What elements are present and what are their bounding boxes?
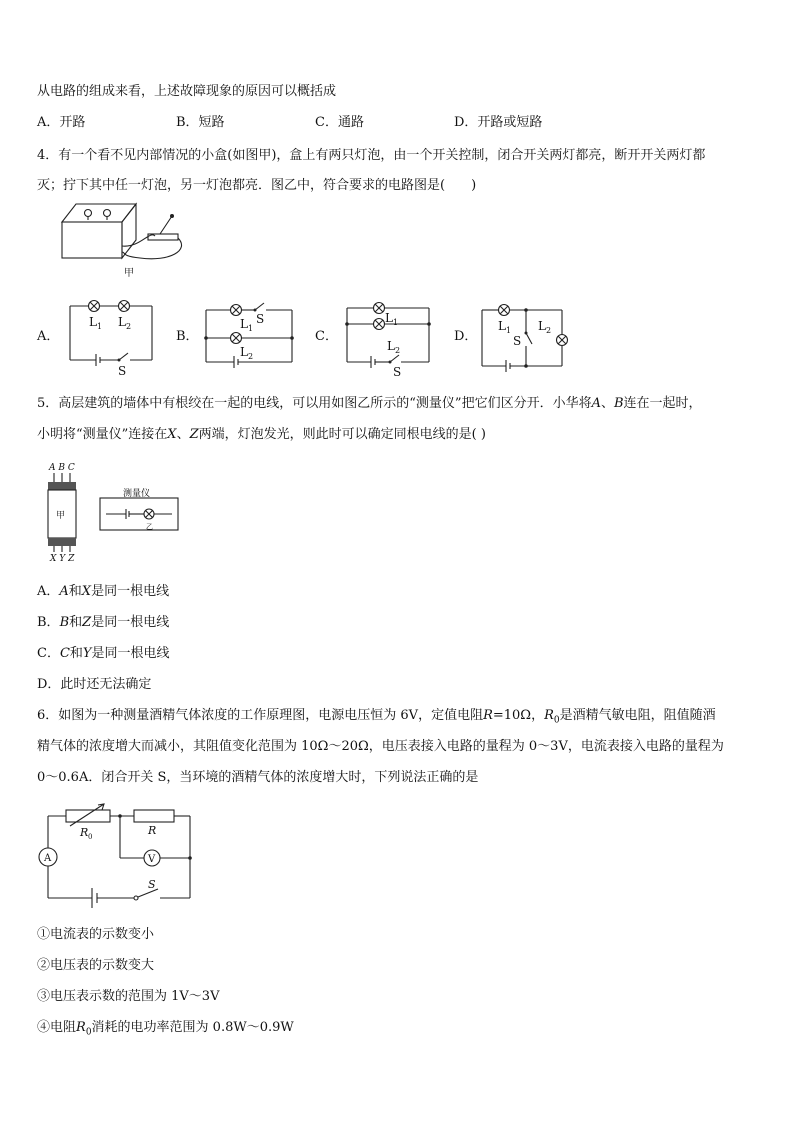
svg-text:X Y Z: X Y Z [50, 554, 75, 564]
q4-option-b[interactable]: B． [176, 329, 199, 344]
svg-text:2: 2 [395, 346, 401, 355]
switch-icon [119, 353, 128, 360]
svg-text:2: 2 [546, 326, 552, 335]
sensor-resistor-icon [66, 810, 110, 822]
svg-text:L: L [89, 315, 97, 329]
svg-text:1: 1 [506, 326, 512, 335]
svg-text:乙: 乙 [146, 523, 153, 531]
q5-stem-line2: 小明将“测量仪”连接在X、Z两端，灯泡发光，则此时可以确定同根电线的是( ) [37, 427, 486, 442]
q6-circuit [36, 802, 206, 914]
q6-statement-3: ③电压表示数的范围为 1V～3V [37, 989, 220, 1004]
resistor-icon [134, 810, 174, 822]
svg-text:L: L [538, 319, 546, 333]
q4-circuit-b [204, 298, 299, 378]
q6-stem-line3: 0～0.6A．闭合开关 S，当环境的酒精气体的浓度增大时，下列说法正确的是 [37, 770, 479, 785]
q3-stem: 从电路的组成来看，上述故障现象的原因可以概括成 [37, 84, 337, 99]
svg-text:R: R [148, 824, 157, 837]
q4-stem-line1: 4．有一个看不见内部情况的小盒(如图甲)，盒上有两只灯泡，由一个开关控制，闭合开关两灯都亮，断开开关两灯都 [37, 148, 706, 163]
q4-stem-line2: 灭；拧下其中任一灯泡，另一灯泡都亮．图乙中，符合要求的电路图是( ) [37, 178, 477, 193]
switch-icon [390, 355, 399, 362]
svg-text:L: L [240, 345, 248, 359]
q6-statement-1: ①电流表的示数变小 [37, 927, 155, 942]
q3-option-b[interactable]: B．短路 [176, 115, 225, 130]
q5-option-d[interactable]: D．此时还无法确定 [37, 677, 152, 692]
q4-circuit-a [68, 298, 158, 378]
svg-text:L: L [498, 319, 506, 333]
q4-option-c[interactable]: C． [315, 329, 338, 344]
svg-text:L: L [118, 315, 126, 329]
svg-text:L: L [385, 311, 393, 325]
q4-box-figure [60, 200, 190, 280]
svg-text:2: 2 [126, 322, 132, 331]
svg-text:1: 1 [248, 324, 254, 333]
figure-label-jia: 甲 [124, 268, 134, 279]
q5-option-b[interactable]: B．B和Z是同一根电线 [37, 615, 170, 630]
q4-circuit-d [480, 300, 575, 378]
svg-text:测量仪: 测量仪 [123, 489, 151, 499]
svg-text:R: R [80, 826, 89, 839]
q3-option-d[interactable]: D．开路或短路 [454, 115, 543, 130]
svg-text:A B C: A B C [49, 463, 75, 473]
bulb-icon [85, 210, 92, 217]
q3-option-c[interactable]: C．通路 [315, 115, 364, 130]
q4-option-d[interactable]: D． [454, 329, 478, 344]
q5-option-a[interactable]: A．A和X是同一根电线 [37, 584, 170, 599]
svg-text:A: A [44, 853, 52, 864]
q5-option-c[interactable]: C．C和Y是同一根电线 [37, 646, 170, 661]
svg-text:S: S [118, 364, 127, 378]
q3-option-a[interactable]: A．开路 [37, 115, 86, 130]
svg-text:0: 0 [88, 833, 93, 841]
q5-stem-line1: 5．高层建筑的墙体中有根绞在一起的电线，可以用如图乙所示的“测量仪”把它们区分开．小华将A、B连在一起时， [37, 396, 702, 411]
svg-text:V: V [148, 854, 156, 865]
switch-icon [255, 303, 264, 310]
svg-text:2: 2 [248, 352, 254, 361]
svg-text:甲: 甲 [56, 511, 66, 521]
q4-circuit-c [345, 298, 435, 378]
svg-text:S: S [393, 365, 402, 379]
svg-text:S: S [256, 312, 265, 326]
q4-option-a[interactable]: A． [37, 329, 60, 344]
bulb-icon [104, 210, 111, 217]
q6-statement-4: ④电阻$R_0$消耗的电功率范围为 0.8W～0.9W [37, 1020, 294, 1038]
svg-text:S: S [513, 334, 522, 348]
switch-icon [526, 333, 532, 344]
q5-figure [38, 462, 188, 564]
q6-stem-line2: 精气体的浓度增大而减小，其阻值变化范围为 10Ω～20Ω，电压表接入电路的量程为 0～3V，电流表接入电路的量程为 [37, 739, 724, 754]
svg-text:S: S [148, 878, 156, 891]
q6-stem-line1: 6．如图为一种测量酒精气体浓度的工作原理图，电源电压恒为 6V，定值电阻R=10Ω，$R_0$是酒精气敏电阻，阻值随酒 [37, 708, 716, 726]
svg-text:1: 1 [393, 318, 399, 327]
svg-text:L: L [387, 339, 395, 353]
q6-statement-2: ②电压表的示数变大 [37, 958, 155, 973]
svg-text:1: 1 [97, 322, 103, 331]
svg-text:L: L [240, 317, 248, 331]
